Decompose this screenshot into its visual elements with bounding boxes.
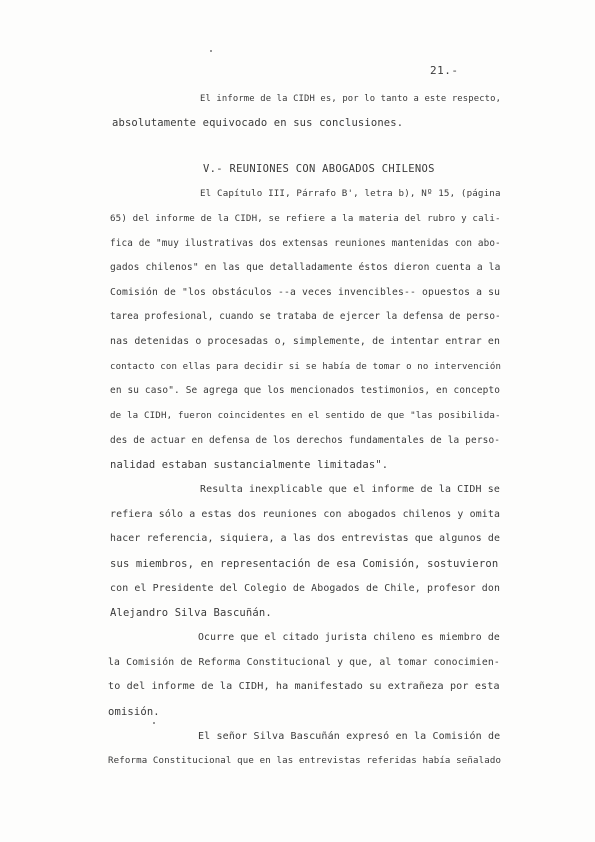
scan-speck [210, 50, 212, 52]
text-line: omisión. [108, 706, 160, 718]
text-line: en su caso". Se agrega que los mencionados testimonios, en concepto [110, 385, 501, 396]
text-line: sus miembros, en representación de esa Comisión, sostuvieron [110, 558, 499, 570]
text-line: El señor Silva Bascuñán expresó en la Comisión de [198, 731, 501, 742]
text-line: El informe de la CIDH es, por lo tanto a este respecto, [200, 94, 502, 104]
text-line: fica de "muy ilustrativas dos extensas reuniones mantenidas con abo- [110, 238, 501, 249]
text-line: des de actuar en defensa de los derechos fundamentales de la perso- [110, 435, 501, 446]
page-number: 21.- [430, 64, 459, 77]
text-line: El Capítulo III, Párrafo B', letra b), Nº 15, (página [200, 188, 501, 199]
text-line: contacto con ellas para decidir si se había de tomar o no intervención [110, 362, 502, 372]
text-line: nas detenidas o procesadas o, simplemente, de intentar entrar en [110, 336, 501, 347]
text-line: hacer referencia, siquiera, a las dos entrevistas que algunos de [110, 533, 501, 544]
text-line: absolutamente equivocado en sus conclusiones. [112, 117, 404, 129]
text-line: Ocurre que el citado jurista chileno es miembro de [198, 632, 500, 643]
text-line: Resulta inexplicable que el informe de la CIDH se [200, 484, 501, 495]
scan-speck [153, 722, 155, 724]
text-line: nalidad estaban sustancialmente limitadas". [110, 459, 389, 471]
text-line: gados chilenos" en las que detalladamente éstos dieron cuenta a la [110, 262, 501, 273]
text-line: con el Presidente del Colegio de Abogados de Chile, profesor don [110, 583, 501, 594]
text-line: 65) del informe de la CIDH, se refiere a la materia del rubro y cali- [110, 213, 501, 224]
text-line: to del informe de la CIDH, ha manifestado su extrañeza por esta [108, 681, 500, 692]
text-line: tarea profesional, cuando se trataba de ejercer la defensa de perso- [110, 311, 501, 322]
text-line: refiera sólo a estas dos reuniones con abogados chilenos y omita [110, 509, 501, 520]
section-heading: V.- REUNIONES CON ABOGADOS CHILENOS [203, 163, 435, 175]
text-line: Comisión de "los obstáculos --a veces invencibles-- opuestos a su [110, 287, 501, 298]
text-line: la Comisión de Reforma Constitucional y que, al tomar conocimien- [108, 657, 500, 668]
text-line: de la CIDH, fueron coincidentes en el sentido de que "las posibilida- [110, 410, 501, 421]
text-line: Reforma Constitucional que en las entrevistas referidas había señalado [108, 756, 502, 766]
text-line: Alejandro Silva Bascuñán. [110, 607, 272, 619]
